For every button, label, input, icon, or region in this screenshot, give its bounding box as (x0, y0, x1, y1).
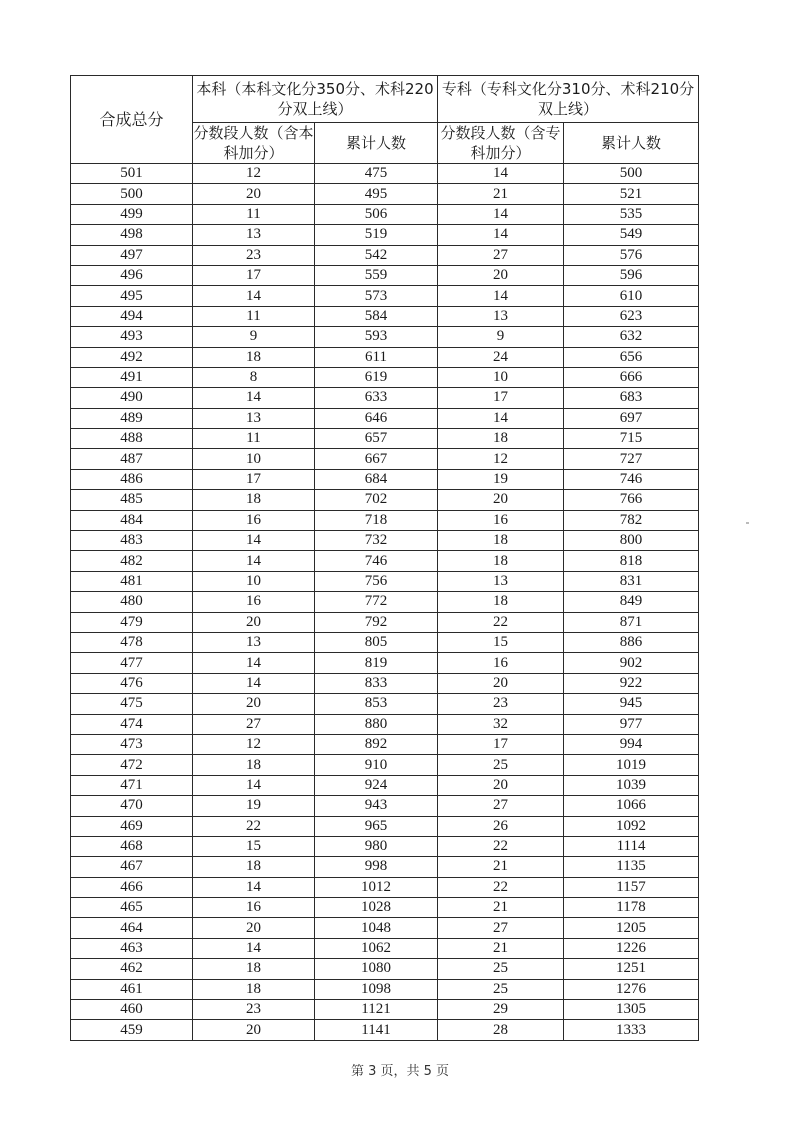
cell-college-cumulative: 994 (564, 734, 699, 754)
table-row (71, 877, 699, 897)
cell-college-cumulative: 1135 (564, 857, 699, 877)
cell-total-score: 484 (71, 510, 193, 530)
cell-undergrad-segment: 27 (193, 714, 315, 734)
cell-total-score: 500 (71, 184, 193, 204)
cell-undergrad-cumulative: 559 (315, 265, 438, 285)
cell-total-score: 499 (71, 204, 193, 224)
cell-total-score: 496 (71, 265, 193, 285)
cell-college-segment: 21 (438, 184, 564, 204)
cell-undergrad-segment: 14 (193, 653, 315, 673)
cell-total-score: 466 (71, 877, 193, 897)
cell-college-cumulative: 727 (564, 449, 699, 469)
cell-college-segment: 21 (438, 898, 564, 918)
cell-college-segment: 13 (438, 306, 564, 326)
cell-college-segment: 17 (438, 388, 564, 408)
table-row (71, 164, 699, 184)
cell-college-segment: 14 (438, 286, 564, 306)
cell-undergrad-cumulative: 910 (315, 755, 438, 775)
cell-college-cumulative: 831 (564, 571, 699, 591)
cell-college-cumulative: 818 (564, 551, 699, 571)
cell-college-segment: 20 (438, 490, 564, 510)
cell-college-segment: 16 (438, 510, 564, 530)
table-row (71, 286, 699, 306)
cell-undergrad-segment: 20 (193, 918, 315, 938)
table-row (71, 265, 699, 285)
cell-college-cumulative: 1092 (564, 816, 699, 836)
cell-undergrad-cumulative: 657 (315, 429, 438, 449)
cell-undergrad-segment: 20 (193, 694, 315, 714)
table-row (71, 673, 699, 693)
cell-total-score: 487 (71, 449, 193, 469)
cell-college-segment: 18 (438, 592, 564, 612)
cell-undergrad-segment: 22 (193, 816, 315, 836)
cell-college-segment: 28 (438, 1020, 564, 1040)
cell-college-cumulative: 1066 (564, 796, 699, 816)
cell-college-cumulative: 886 (564, 632, 699, 652)
cell-college-cumulative: 1039 (564, 775, 699, 795)
cell-college-segment: 21 (438, 857, 564, 877)
cell-college-cumulative: 1305 (564, 1000, 699, 1020)
cell-total-score: 472 (71, 755, 193, 775)
cell-undergrad-segment: 17 (193, 265, 315, 285)
cell-undergrad-cumulative: 475 (315, 164, 438, 184)
cell-total-score: 460 (71, 1000, 193, 1020)
cell-college-cumulative: 1205 (564, 918, 699, 938)
cell-undergrad-cumulative: 646 (315, 408, 438, 428)
cell-undergrad-segment: 16 (193, 898, 315, 918)
cell-college-cumulative: 610 (564, 286, 699, 306)
cell-college-cumulative: 596 (564, 265, 699, 285)
table-row (71, 388, 699, 408)
cell-college-cumulative: 535 (564, 204, 699, 224)
cell-undergrad-cumulative: 584 (315, 306, 438, 326)
cell-undergrad-cumulative: 1028 (315, 898, 438, 918)
table-row (71, 694, 699, 714)
cell-undergrad-cumulative: 593 (315, 327, 438, 347)
table-row (71, 510, 699, 530)
cell-college-segment: 14 (438, 164, 564, 184)
cell-undergrad-segment: 14 (193, 388, 315, 408)
cell-total-score: 479 (71, 612, 193, 632)
cell-college-cumulative: 871 (564, 612, 699, 632)
table-row (71, 327, 699, 347)
cell-total-score: 492 (71, 347, 193, 367)
cell-college-segment: 14 (438, 408, 564, 428)
cell-total-score: 469 (71, 816, 193, 836)
cell-total-score: 495 (71, 286, 193, 306)
cell-undergrad-segment: 18 (193, 755, 315, 775)
cell-undergrad-cumulative: 853 (315, 694, 438, 714)
cell-undergrad-segment: 15 (193, 836, 315, 856)
cell-total-score: 463 (71, 938, 193, 958)
cell-total-score: 493 (71, 327, 193, 347)
cell-college-cumulative: 683 (564, 388, 699, 408)
cell-undergrad-cumulative: 792 (315, 612, 438, 632)
header-college-cumulative: 累计人数 (564, 123, 699, 164)
cell-college-cumulative: 521 (564, 184, 699, 204)
cell-college-cumulative: 1157 (564, 877, 699, 897)
cell-college-segment: 27 (438, 918, 564, 938)
cell-undergrad-segment: 20 (193, 184, 315, 204)
cell-college-cumulative: 746 (564, 469, 699, 489)
cell-college-segment: 22 (438, 612, 564, 632)
cell-college-cumulative: 623 (564, 306, 699, 326)
cell-college-segment: 29 (438, 1000, 564, 1020)
cell-undergrad-cumulative: 805 (315, 632, 438, 652)
table-row (71, 225, 699, 245)
cell-undergrad-segment: 23 (193, 1000, 315, 1020)
table-row (71, 490, 699, 510)
cell-college-cumulative: 800 (564, 531, 699, 551)
header-college-group: 专科（专科文化分310分、术科210分双上线） (438, 76, 699, 123)
cell-undergrad-cumulative: 772 (315, 592, 438, 612)
cell-college-cumulative: 1178 (564, 898, 699, 918)
cell-college-cumulative: 500 (564, 164, 699, 184)
cell-college-segment: 17 (438, 734, 564, 754)
cell-total-score: 475 (71, 694, 193, 714)
cell-college-cumulative: 697 (564, 408, 699, 428)
cell-undergrad-segment: 11 (193, 204, 315, 224)
page-number-footer: 第 3 页，共 5 页 (350, 1064, 450, 1079)
table-row (71, 531, 699, 551)
table-row (71, 796, 699, 816)
table-body (71, 164, 699, 1041)
table-row (71, 612, 699, 632)
cell-total-score: 471 (71, 775, 193, 795)
cell-total-score: 473 (71, 734, 193, 754)
cell-undergrad-segment: 20 (193, 612, 315, 632)
cell-college-cumulative: 715 (564, 429, 699, 449)
table-row (71, 347, 699, 367)
table-row (71, 836, 699, 856)
cell-college-segment: 32 (438, 714, 564, 734)
cell-college-segment: 25 (438, 959, 564, 979)
cell-undergrad-segment: 12 (193, 734, 315, 754)
table-row (71, 1020, 699, 1040)
cell-total-score: 465 (71, 898, 193, 918)
cell-college-segment: 27 (438, 245, 564, 265)
cell-college-cumulative: 922 (564, 673, 699, 693)
cell-undergrad-segment: 8 (193, 367, 315, 387)
cell-total-score: 467 (71, 857, 193, 877)
cell-undergrad-cumulative: 819 (315, 653, 438, 673)
cell-undergrad-segment: 14 (193, 938, 315, 958)
cell-undergrad-cumulative: 1098 (315, 979, 438, 999)
table-row (71, 551, 699, 571)
header-college-segment: 分数段人数（含专科加分） (438, 123, 564, 164)
table-row (71, 306, 699, 326)
cell-undergrad-cumulative: 619 (315, 367, 438, 387)
table-row (71, 653, 699, 673)
cell-undergrad-cumulative: 1141 (315, 1020, 438, 1040)
cell-undergrad-segment: 11 (193, 429, 315, 449)
cell-total-score: 490 (71, 388, 193, 408)
cell-undergrad-cumulative: 892 (315, 734, 438, 754)
cell-undergrad-segment: 18 (193, 347, 315, 367)
cell-college-segment: 21 (438, 938, 564, 958)
cell-college-segment: 15 (438, 632, 564, 652)
cell-college-segment: 14 (438, 204, 564, 224)
cell-college-cumulative: 849 (564, 592, 699, 612)
cell-total-score: 494 (71, 306, 193, 326)
header-undergrad-group: 本科（本科文化分350分、术科220分双上线） (193, 76, 438, 123)
cell-total-score: 464 (71, 918, 193, 938)
cell-total-score: 483 (71, 531, 193, 551)
cell-college-cumulative: 1019 (564, 755, 699, 775)
table-row (71, 408, 699, 428)
cell-total-score: 470 (71, 796, 193, 816)
cell-undergrad-segment: 18 (193, 979, 315, 999)
cell-college-cumulative: 1226 (564, 938, 699, 958)
cell-undergrad-cumulative: 980 (315, 836, 438, 856)
cell-college-cumulative: 1251 (564, 959, 699, 979)
cell-undergrad-cumulative: 506 (315, 204, 438, 224)
cell-total-score: 476 (71, 673, 193, 693)
table-row (71, 204, 699, 224)
cell-college-cumulative: 632 (564, 327, 699, 347)
cell-college-segment: 9 (438, 327, 564, 347)
cell-total-score: 488 (71, 429, 193, 449)
cell-college-segment: 20 (438, 265, 564, 285)
cell-college-segment: 19 (438, 469, 564, 489)
cell-undergrad-segment: 9 (193, 327, 315, 347)
cell-undergrad-segment: 10 (193, 449, 315, 469)
cell-college-segment: 25 (438, 979, 564, 999)
cell-undergrad-segment: 20 (193, 1020, 315, 1040)
cell-college-segment: 20 (438, 673, 564, 693)
cell-undergrad-segment: 17 (193, 469, 315, 489)
cell-undergrad-segment: 16 (193, 592, 315, 612)
cell-college-segment: 20 (438, 775, 564, 795)
cell-undergrad-segment: 11 (193, 306, 315, 326)
cell-undergrad-segment: 16 (193, 510, 315, 530)
cell-college-segment: 14 (438, 225, 564, 245)
cell-undergrad-cumulative: 667 (315, 449, 438, 469)
cell-undergrad-segment: 18 (193, 857, 315, 877)
score-table-sheet (70, 75, 698, 1041)
cell-college-segment: 18 (438, 551, 564, 571)
cell-total-score: 482 (71, 551, 193, 571)
table-row (71, 592, 699, 612)
cell-total-score: 459 (71, 1020, 193, 1040)
cell-undergrad-segment: 14 (193, 286, 315, 306)
table-row (71, 449, 699, 469)
cell-college-segment: 16 (438, 653, 564, 673)
cell-undergrad-segment: 14 (193, 673, 315, 693)
cell-total-score: 461 (71, 979, 193, 999)
cell-undergrad-cumulative: 756 (315, 571, 438, 591)
cell-total-score: 481 (71, 571, 193, 591)
cell-undergrad-cumulative: 718 (315, 510, 438, 530)
cell-undergrad-segment: 14 (193, 877, 315, 897)
cell-college-cumulative: 945 (564, 694, 699, 714)
cell-college-cumulative: 1276 (564, 979, 699, 999)
cell-undergrad-cumulative: 924 (315, 775, 438, 795)
cell-college-cumulative: 766 (564, 490, 699, 510)
cell-undergrad-segment: 14 (193, 531, 315, 551)
cell-college-cumulative: 782 (564, 510, 699, 530)
table-row (71, 979, 699, 999)
table-row (71, 714, 699, 734)
cell-college-segment: 13 (438, 571, 564, 591)
cell-undergrad-cumulative: 1048 (315, 918, 438, 938)
cell-total-score: 474 (71, 714, 193, 734)
cell-undergrad-cumulative: 998 (315, 857, 438, 877)
cell-undergrad-cumulative: 1121 (315, 1000, 438, 1020)
cell-college-segment: 22 (438, 836, 564, 856)
table-row (71, 632, 699, 652)
cell-total-score: 491 (71, 367, 193, 387)
header-undergrad-cumulative: 累计人数 (315, 123, 438, 164)
cell-undergrad-cumulative: 833 (315, 673, 438, 693)
scan-speck (746, 522, 749, 524)
cell-undergrad-segment: 14 (193, 551, 315, 571)
cell-college-segment: 27 (438, 796, 564, 816)
cell-undergrad-cumulative: 573 (315, 286, 438, 306)
cell-college-segment: 25 (438, 755, 564, 775)
cell-college-segment: 23 (438, 694, 564, 714)
cell-college-segment: 24 (438, 347, 564, 367)
cell-college-cumulative: 666 (564, 367, 699, 387)
cell-undergrad-cumulative: 746 (315, 551, 438, 571)
cell-undergrad-cumulative: 1012 (315, 877, 438, 897)
cell-undergrad-cumulative: 542 (315, 245, 438, 265)
cell-undergrad-cumulative: 965 (315, 816, 438, 836)
cell-total-score: 462 (71, 959, 193, 979)
table-row (71, 755, 699, 775)
table-row (71, 898, 699, 918)
cell-college-cumulative: 1333 (564, 1020, 699, 1040)
table-row (71, 1000, 699, 1020)
cell-undergrad-cumulative: 702 (315, 490, 438, 510)
cell-undergrad-segment: 23 (193, 245, 315, 265)
cell-total-score: 480 (71, 592, 193, 612)
cell-college-cumulative: 902 (564, 653, 699, 673)
cell-college-segment: 26 (438, 816, 564, 836)
cell-undergrad-segment: 14 (193, 775, 315, 795)
cell-undergrad-cumulative: 943 (315, 796, 438, 816)
cell-college-cumulative: 576 (564, 245, 699, 265)
table-row (71, 959, 699, 979)
table-row (71, 816, 699, 836)
table-row (71, 429, 699, 449)
cell-undergrad-segment: 13 (193, 225, 315, 245)
cell-undergrad-cumulative: 633 (315, 388, 438, 408)
table-row (71, 918, 699, 938)
cell-total-score: 489 (71, 408, 193, 428)
table-row (71, 367, 699, 387)
cell-undergrad-segment: 18 (193, 959, 315, 979)
cell-undergrad-cumulative: 880 (315, 714, 438, 734)
cell-undergrad-segment: 18 (193, 490, 315, 510)
cell-total-score: 497 (71, 245, 193, 265)
cell-college-cumulative: 977 (564, 714, 699, 734)
cell-undergrad-cumulative: 1062 (315, 938, 438, 958)
cell-college-segment: 10 (438, 367, 564, 387)
table-row (71, 775, 699, 795)
table-row (71, 571, 699, 591)
cell-undergrad-segment: 13 (193, 408, 315, 428)
cell-undergrad-cumulative: 732 (315, 531, 438, 551)
cell-undergrad-segment: 19 (193, 796, 315, 816)
cell-college-segment: 12 (438, 449, 564, 469)
cell-college-segment: 18 (438, 429, 564, 449)
cell-undergrad-cumulative: 611 (315, 347, 438, 367)
cell-total-score: 485 (71, 490, 193, 510)
cell-college-cumulative: 656 (564, 347, 699, 367)
score-distribution-table (70, 75, 699, 1041)
cell-undergrad-cumulative: 1080 (315, 959, 438, 979)
cell-college-cumulative: 549 (564, 225, 699, 245)
cell-total-score: 501 (71, 164, 193, 184)
header-undergrad-segment: 分数段人数（含本科加分） (193, 124, 314, 162)
cell-total-score: 468 (71, 836, 193, 856)
cell-total-score: 498 (71, 225, 193, 245)
table-row (71, 245, 699, 265)
cell-total-score: 478 (71, 632, 193, 652)
cell-undergrad-segment: 12 (193, 164, 315, 184)
cell-total-score: 486 (71, 469, 193, 489)
cell-undergrad-cumulative: 495 (315, 184, 438, 204)
cell-undergrad-segment: 10 (193, 571, 315, 591)
table-row (71, 734, 699, 754)
cell-undergrad-cumulative: 684 (315, 469, 438, 489)
cell-undergrad-segment: 13 (193, 632, 315, 652)
cell-college-cumulative: 1114 (564, 836, 699, 856)
table-row (71, 184, 699, 204)
table-row (71, 469, 699, 489)
table-row (71, 938, 699, 958)
cell-college-segment: 22 (438, 877, 564, 897)
cell-total-score: 477 (71, 653, 193, 673)
cell-college-segment: 18 (438, 531, 564, 551)
table-row (71, 857, 699, 877)
cell-undergrad-cumulative: 519 (315, 225, 438, 245)
header-total-score: 合成总分 (71, 76, 193, 164)
